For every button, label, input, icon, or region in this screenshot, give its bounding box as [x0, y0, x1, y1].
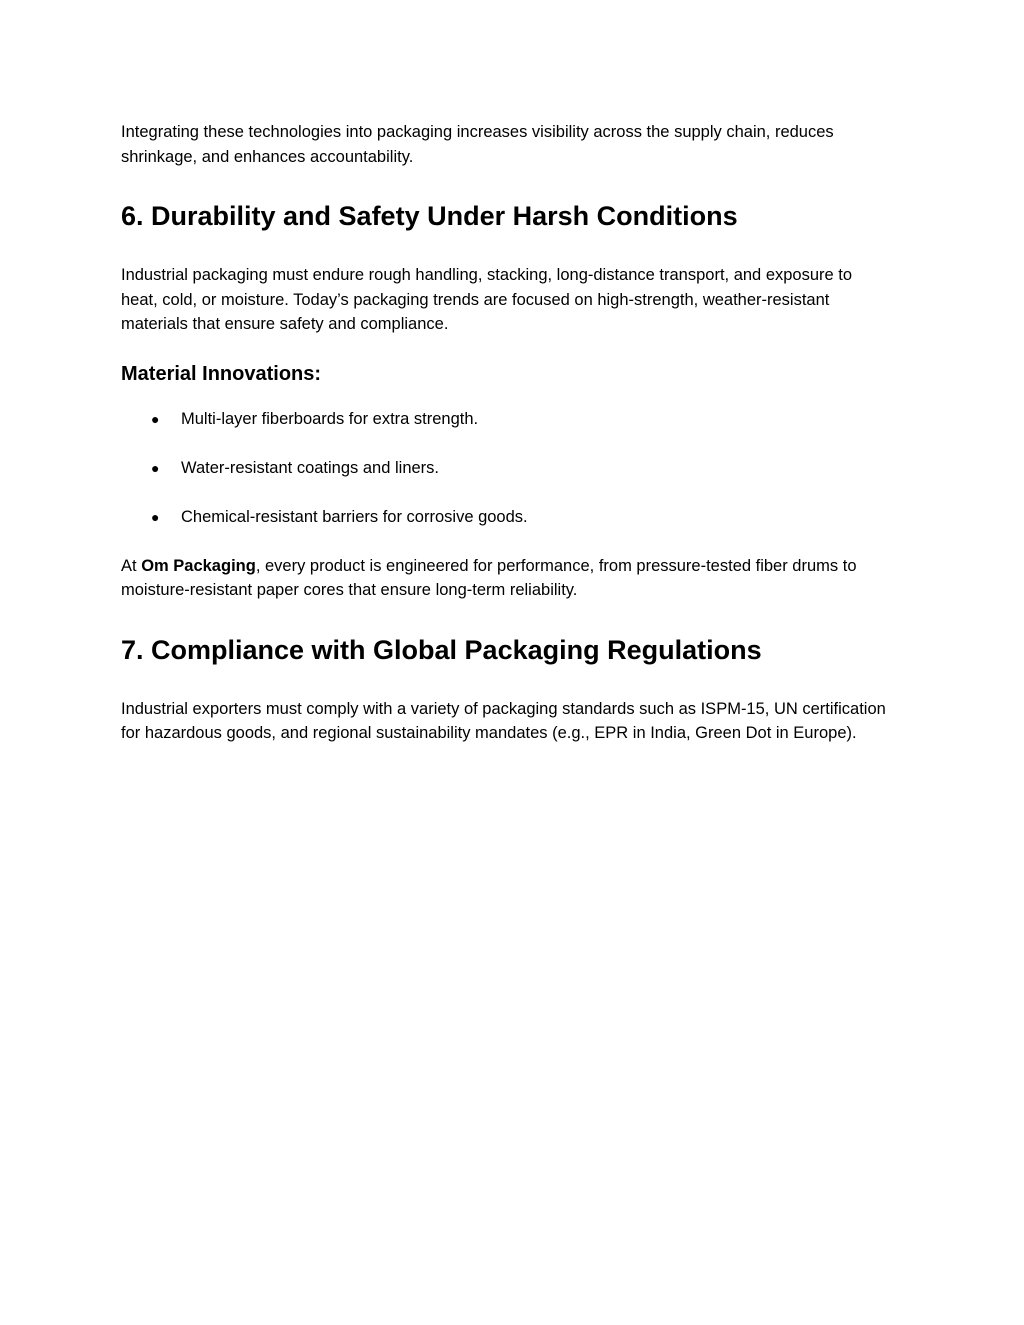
list-item	[121, 505, 891, 530]
brand-name: Om Packaging	[141, 556, 256, 575]
bullet-icon: ●	[151, 508, 160, 525]
list-item-text: Water-resistant coatings and liners.	[181, 458, 439, 477]
bullet-icon: ●	[151, 459, 160, 476]
section-7-heading: 7. Compliance with Global Packaging Regulations	[121, 634, 762, 665]
intro-paragraph: Integrating these technologies into packaging increases visibility across the supply chain, reduces shrinkage, and enhances accountability.	[121, 123, 834, 166]
material-innovations-list	[121, 407, 891, 530]
material-innovations-subheading: Material Innovations:	[121, 362, 322, 385]
bullet-icon: ●	[151, 410, 160, 427]
section-6-heading: 6. Durability and Safety Under Harsh Conditions	[121, 201, 738, 231]
list-item-text: Multi-layer fiberboards for extra strength.	[181, 409, 479, 428]
document-content	[121, 120, 891, 746]
list-item-text: Chemical-resistant barriers for corrosive goods.	[181, 507, 528, 526]
om-packaging-paragraph	[121, 554, 891, 603]
list-item	[121, 407, 891, 432]
section-6-paragraph: Industrial packaging must endure rough handling, stacking, long-distance transport, and exposure to heat, cold, or moisture. Today’s packaging trends are focused on high-strength, weather-resistant materials that ensure safety and compliance.	[121, 266, 853, 333]
list-item	[121, 456, 891, 481]
closing-suffix: , every product is engineered for performance, from pressure-tested fiber drums to moisture-resistant paper cores that ensure long-term reliability.	[121, 556, 857, 599]
closing-prefix: At	[121, 556, 142, 575]
section-7-paragraph: Industrial exporters must comply with a variety of packaging standards such as ISPM-15, UN certification for hazardous goods, and regional sustainability mandates (e.g., EPR in India, Green Dot in Europe).	[121, 699, 886, 742]
